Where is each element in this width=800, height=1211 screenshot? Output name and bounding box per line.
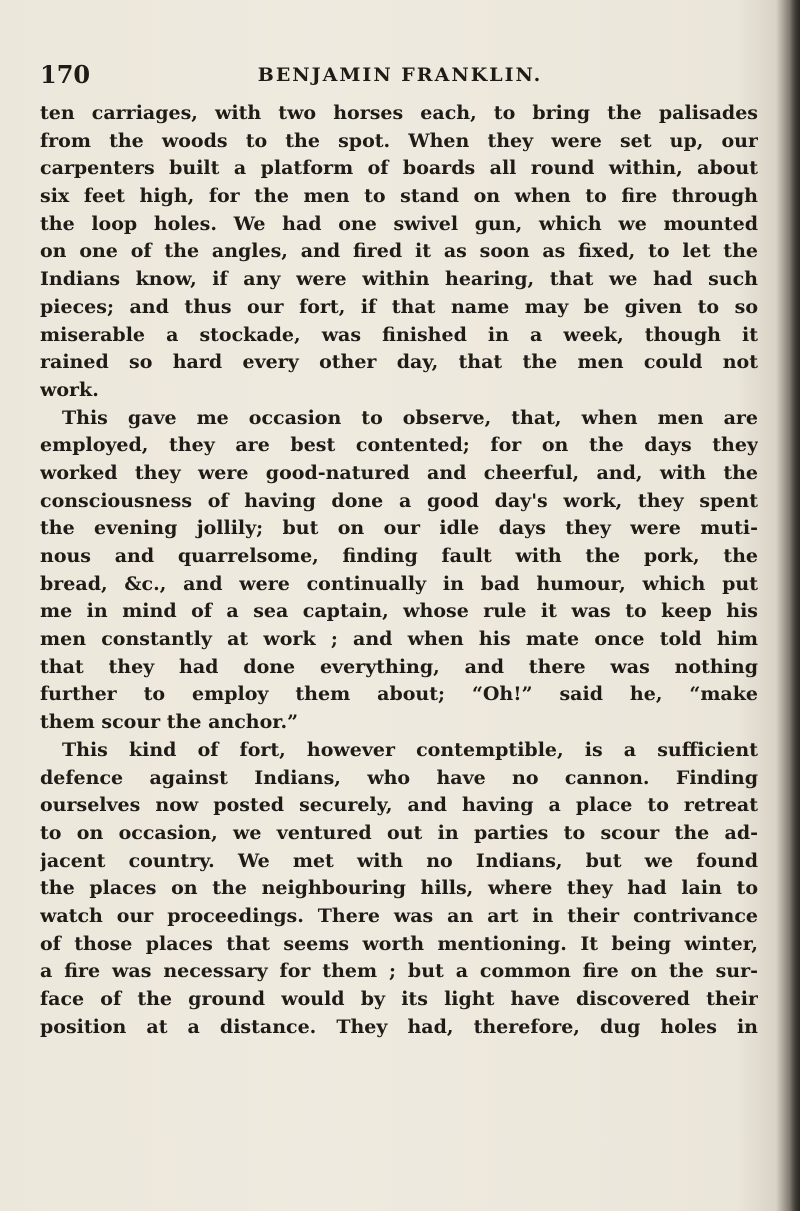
page-edge-shadow <box>790 0 800 1211</box>
text-line: pieces; and thus our fort, if that name may be given to so <box>40 295 758 318</box>
text-line: work. <box>40 378 99 401</box>
text-line: jacent country. We met with no Indians, but we found <box>40 849 758 872</box>
text-line: further to employ them about; “Oh!” said he, “make <box>40 683 758 706</box>
text-line: a fire was necessary for them ; but a common fire on the sur- <box>40 960 758 983</box>
text-line: from the woods to the spot. When they were set up, our <box>40 129 758 152</box>
text-line: to on occasion, we ventured out in parties to scour the ad- <box>40 821 758 844</box>
text-line: rained so hard every other day, that the men could not <box>40 351 758 374</box>
text-line: of those places that seems worth mentioning. It being winter, <box>40 932 758 955</box>
text-line: ten carriages, with two horses each, to bring the palisades <box>40 102 758 124</box>
text-line: face of the ground would by its light have discovered their <box>40 988 758 1010</box>
text-line: nous and quarrelsome, finding fault with the pork, the <box>40 545 758 567</box>
text-line: This gave me occasion to observe, that, when men are <box>62 406 758 429</box>
text-line: miserable a stockade, was finished in a week, though it <box>40 323 758 346</box>
text-line: carpenters built a platform of boards all round within, about <box>40 157 758 180</box>
text-line: that they had done everything, and there was nothing <box>40 655 758 678</box>
text-line: worked they were good-natured and cheerful, and, with the <box>40 461 758 484</box>
text-line: position at a distance. They had, therefore, dug holes in <box>40 1015 758 1038</box>
text-line: men constantly at work ; and when his mate once told him <box>40 628 758 651</box>
text-line: This kind of fort, however contemptible, is a sufficient <box>62 738 758 761</box>
body-text <box>40 100 758 1041</box>
text-line: consciousness of having done a good day's work, they spent <box>40 489 758 512</box>
text-line: employed, they are best contented; for on the days they <box>40 434 758 457</box>
page-header <box>40 60 760 90</box>
running-head: BENJAMIN FRANKLIN. <box>257 64 543 86</box>
text-line: defence against Indians, who have no cannon. Finding <box>40 766 758 789</box>
text-line: the evening jollily; but on our idle days they were muti- <box>40 517 758 540</box>
text-line: Indians know, if any were within hearing, that we had such <box>40 268 758 291</box>
text-line: ourselves now posted securely, and having a place to retreat <box>40 794 758 817</box>
text-line: the loop holes. We had one swivel gun, which we mounted <box>40 212 758 235</box>
text-line: the places on the neighbouring hills, where they had lain to <box>40 877 758 900</box>
text-line: them scour the anchor.” <box>40 711 299 734</box>
text-line: bread, &c., and were continually in bad humour, which put <box>40 572 758 595</box>
text-line: me in mind of a sea captain, whose rule it was to keep his <box>40 600 758 623</box>
page-number: 170 <box>40 60 91 89</box>
text-line: watch our proceedings. There was an art in their contrivance <box>40 904 758 927</box>
text-line: six feet high, for the men to stand on when to fire through <box>40 185 758 208</box>
text-line: on one of the angles, and fired it as soon as fixed, to let the <box>40 240 758 263</box>
